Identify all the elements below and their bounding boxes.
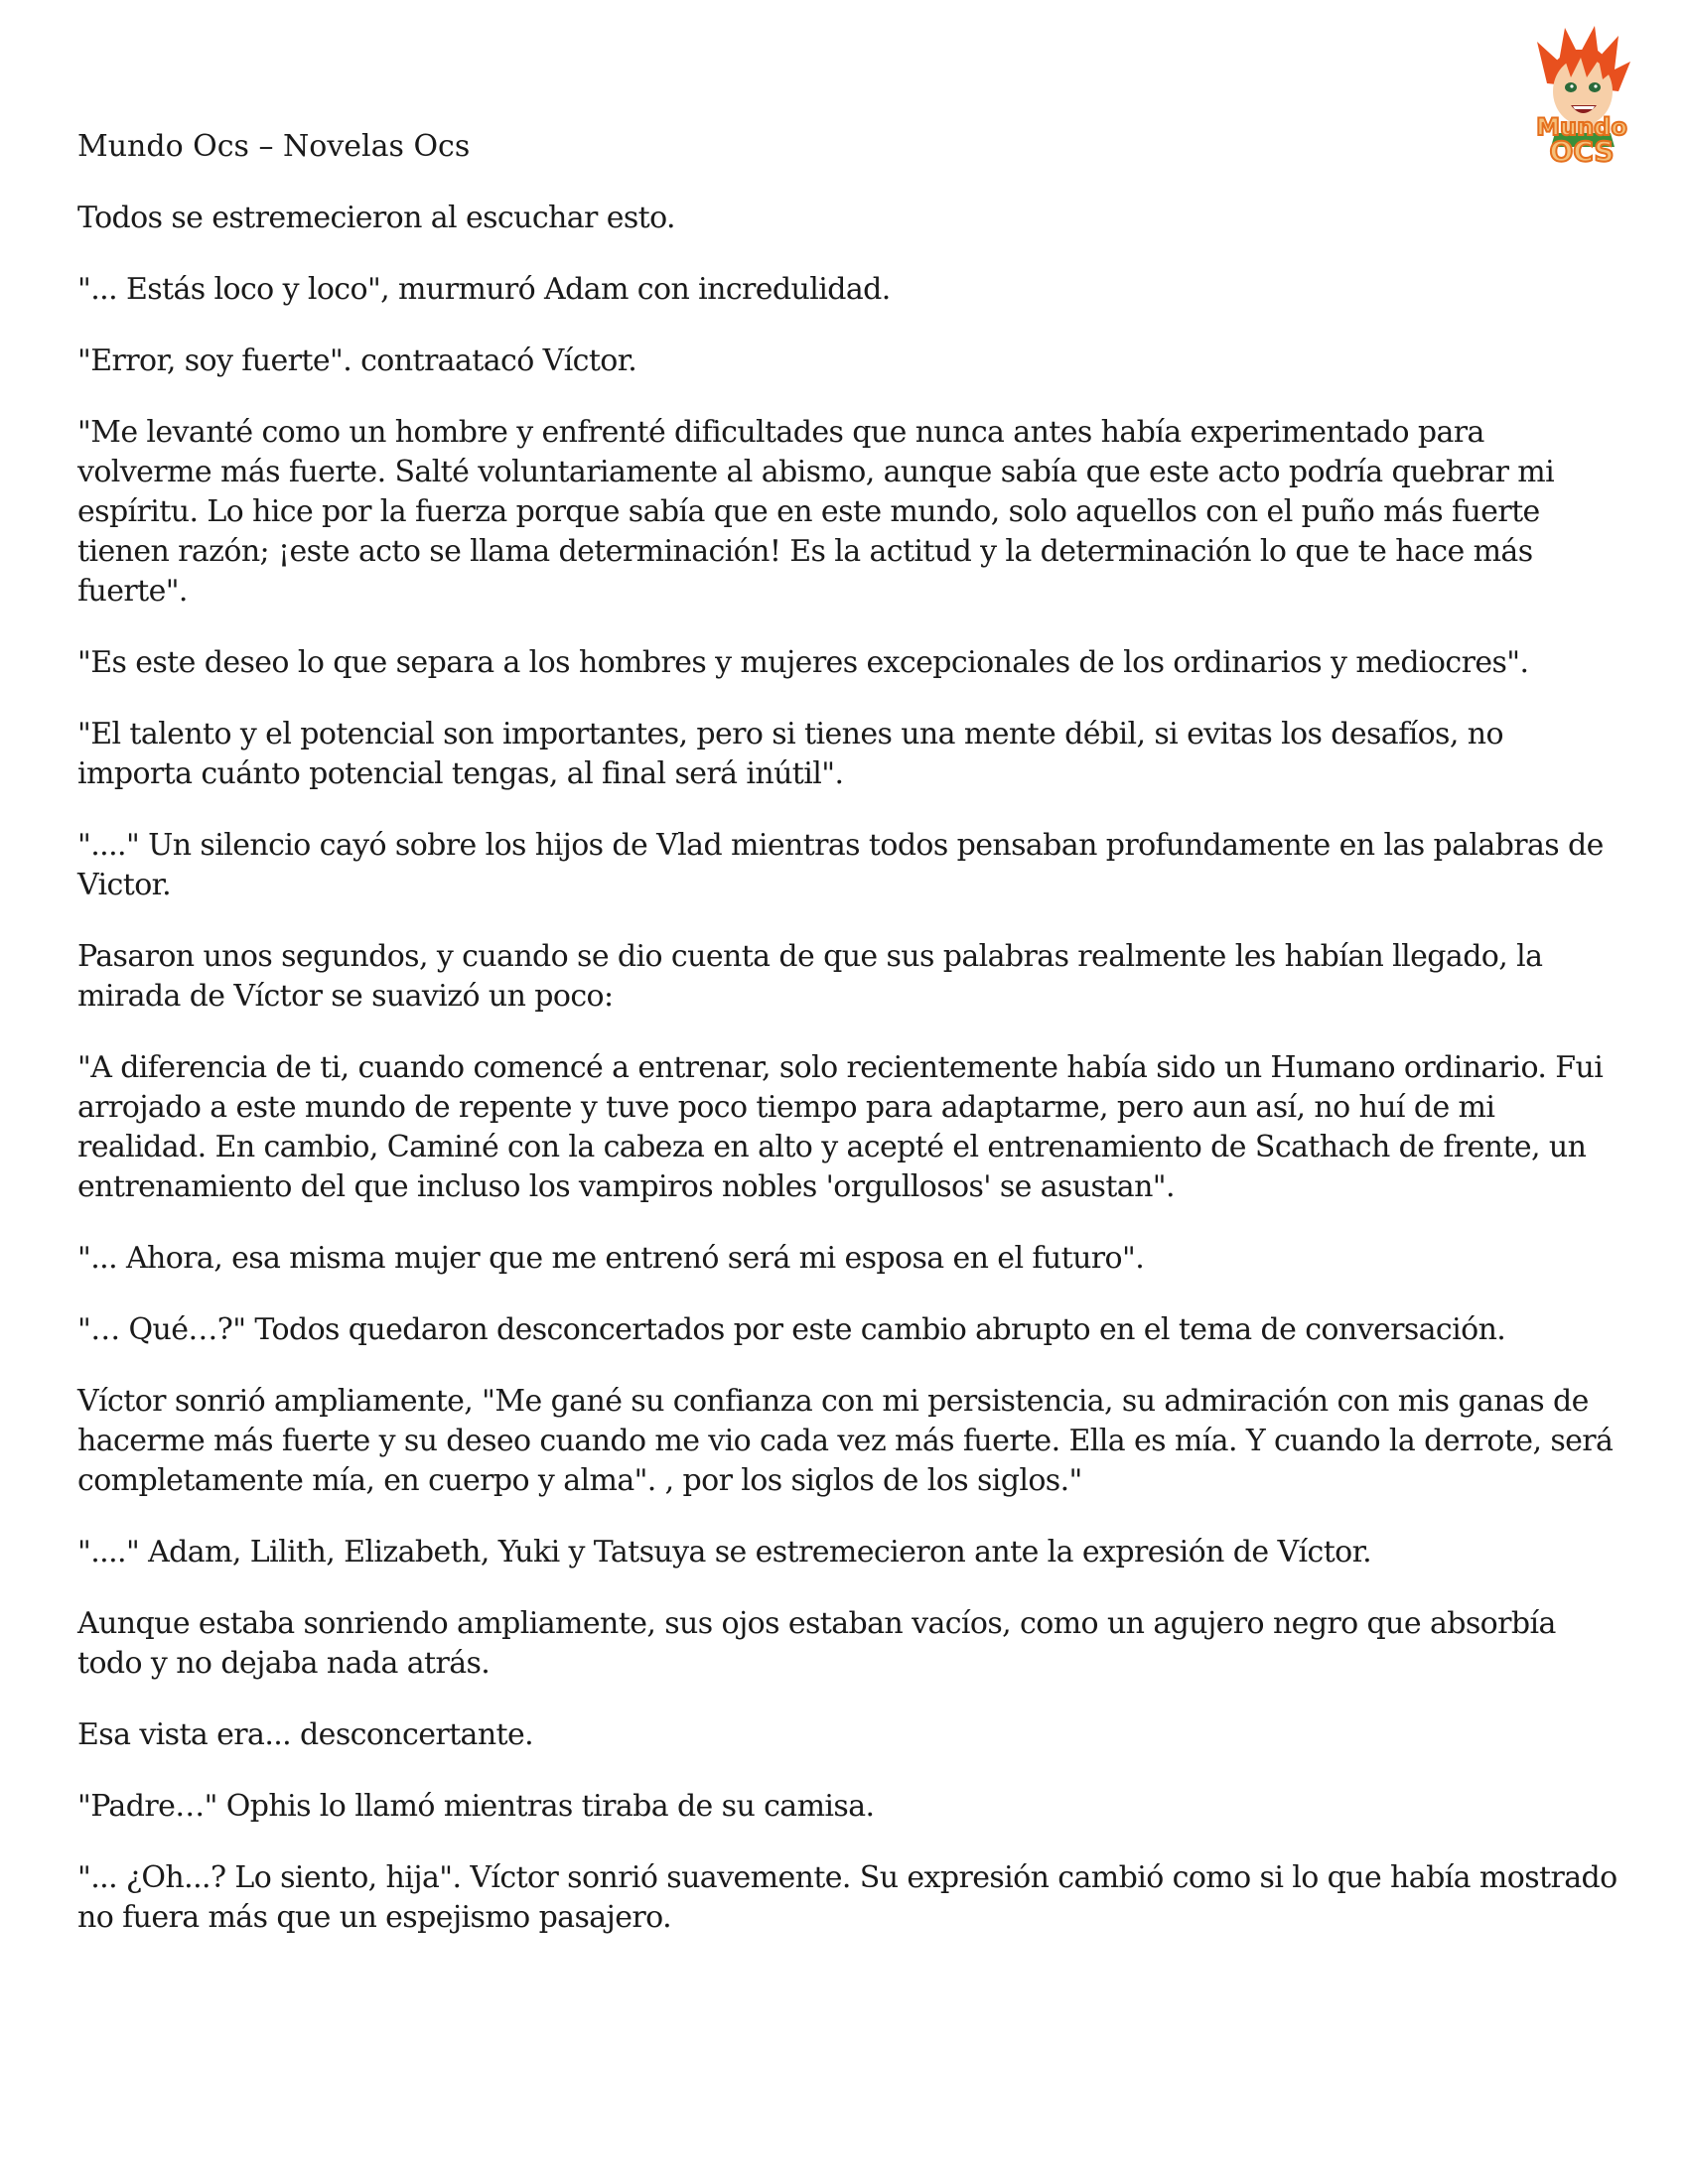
paragraph-16: "Padre…" Ophis lo llamó mientras tiraba de su camisa.	[77, 1789, 875, 1824]
paragraph-12: Víctor sonrió ampliamente, "Me gané su confianza con mi persistencia, su admiración con mis ganas de hacerme más fuerte y su deseo cuando me vio cada vez más fuerte. Ella es mía. Y cuando la derrote, será completamente mía, en cuerpo y alma". , por los siglos de los siglos."	[77, 1384, 1614, 1498]
paragraph-4: "Me levanté como un hombre y enfrenté dificultades que nunca antes había experimentado para volverme más fuerte. Salté voluntariamente al abismo, aunque sabía que este acto podría quebrar mi espíritu. Lo hice por la fuerza porque sabía que en este mundo, solo aquellos con el puño más fuerte tienen razón; ¡este acto se llama determinación! Es la actitud y la determinación lo que te hace más fuerte".	[77, 415, 1555, 609]
paragraph-7: "...." Un silencio cayó sobre los hijos de Vlad mientras todos pensaban profundamente en las palabras de Victor.	[77, 828, 1604, 902]
paragraph-15: Esa vista era... desconcertante.	[77, 1717, 534, 1752]
document-page	[77, 127, 1626, 1970]
paragraph-2: "... Estás loco y loco", murmuró Adam con incredulidad.	[77, 272, 891, 307]
paragraph-6: "El talento y el potencial son importantes, pero si tienes una mente débil, si evitas los desafíos, no importa cuánto potencial tengas, al final será inútil".	[77, 717, 1503, 791]
paragraph-1: Todos se estremecieron al escuchar esto.	[77, 201, 675, 235]
paragraph-14: Aunque estaba sonriendo ampliamente, sus ojos estaban vacíos, como un agujero negro que absorbía todo y no dejaba nada atrás.	[77, 1606, 1556, 1681]
paragraph-3: "Error, soy fuerte". contraatacó Víctor.	[77, 343, 637, 378]
paragraph-17: "... ¿Oh...? Lo siento, hija". Víctor sonrió suavemente. Su expresión cambió como si lo que había mostrado no fuera más que un espejismo pasajero.	[77, 1860, 1618, 1935]
paragraph-5: "Es este deseo lo que separa a los hombres y mujeres excepcionales de los ordinarios y mediocres".	[77, 645, 1529, 680]
paragraph-11: "… Qué…?" Todos quedaron desconcertados por este cambio abrupto en el tema de conversación.	[77, 1312, 1506, 1347]
document-header: Mundo Ocs – Novelas Ocs	[77, 129, 471, 164]
logo-text-top: Mundo	[1536, 113, 1627, 141]
paragraph-8: Pasaron unos segundos, y cuando se dio cuenta de que sus palabras realmente les habían llegado, la mirada de Víctor se suavizó un poco:	[77, 939, 1543, 1014]
logo-text-bottom: OCS	[1549, 135, 1615, 168]
paragraph-9: "A diferencia de ti, cuando comencé a entrenar, solo recientemente había sido un Humano ordinario. Fui arrojado a este mundo de repente y tuve poco tiempo para adaptarme, pero aun así, no huí de mi realidad. En cambio, Caminé con la cabeza en alto y acepté el entrenamiento de Scathach de frente, un entrenamiento del que incluso los vampiros nobles 'orgullosos' se asustan".	[77, 1050, 1604, 1204]
paragraph-13: "...." Adam, Lilith, Elizabeth, Yuki y Tatsuya se estremecieron ante la expresión de Víctor.	[77, 1535, 1372, 1570]
paragraph-10: "... Ahora, esa misma mujer que me entrenó será mi esposa en el futuro".	[77, 1241, 1145, 1276]
